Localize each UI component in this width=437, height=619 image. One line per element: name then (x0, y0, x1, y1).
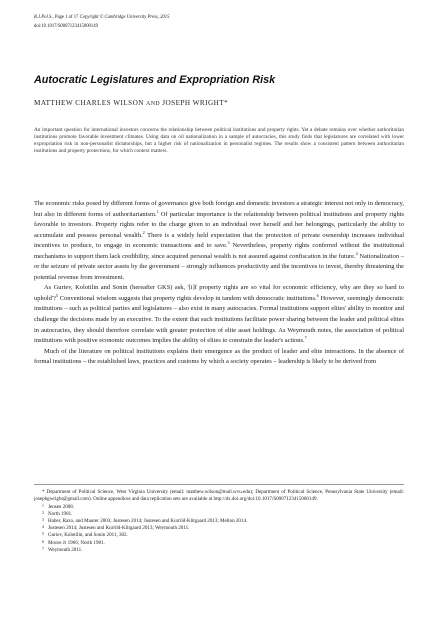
article-body (34, 199, 404, 368)
journal-abbrev: B.J.Pol.S. (34, 15, 53, 20)
body-text: As Guriev, Kolotilin and Sonin (hereafter GKS) ask, '[i]f property rights are so vital for economic efficiency, why are they so hard to uphold'? (34, 284, 404, 302)
body-text: Conventional wisdom suggests that property rights develop in tandem with democratic institutions. (58, 294, 317, 302)
page-count: , Page 1 of 17 (52, 15, 79, 20)
footnote-number: 6 (42, 539, 44, 544)
author-wilson: MATTHEW CHARLES WILSON (34, 99, 144, 107)
footnote-ref-5: 5 (55, 292, 58, 298)
footnote (34, 511, 404, 518)
body-text: Nevertheless, property rights conferred without the institutional mechanisms to support them lack credibility, since acquired personal wealth is not assured against confiscation in the future. (34, 242, 404, 260)
footnote-ref-3: 3 (227, 240, 230, 246)
footnote-number: 5 (42, 532, 44, 537)
footnote-number: 2 (42, 510, 44, 515)
body-text: Of particular importance is the relationship between political institutions and property rights favorable to investors. Property rights refer to the charge given to an individual over herself and her belongings, particularly the ability to accumulate and possess personal wealth. (34, 210, 405, 239)
footnote-number: 7 (42, 546, 44, 551)
footnote-text: North 1981. (48, 510, 73, 517)
footnote-number: 1 (42, 503, 44, 508)
footnote-number: 4 (42, 525, 44, 530)
author-wright: JOSEPH WRIGHT* (162, 99, 229, 107)
footnote-text: Moore Jr 1966; North 1981. (48, 539, 105, 546)
footnote-text: Guriev, Kolotilin, and Sonin 2011, 302. (48, 532, 128, 539)
journal-header (34, 13, 169, 31)
footnote-divider (34, 484, 404, 485)
footnote (34, 532, 404, 539)
footnote-number: 3 (42, 518, 44, 523)
footnote-ref-6: 6 (316, 292, 319, 298)
footnote-text: Justesen 2014; Justesen and Kurrild-Klitgaard 2013; Weymouth 2011. (48, 525, 190, 532)
author-affiliation-note: * Department of Political Science, West Virginia University (email: matthew.wilson@mail.wvu.edu); Department of Political Science, Pennsylvania State University (email: josephgwright@gmail.com). Online appendices and data replication sets are available at http://dx.doi.org/doi:10.1017/S0007123415000149. (34, 489, 404, 503)
journal-citation-line (34, 13, 169, 22)
footnote-ref-1: 1 (156, 208, 159, 214)
body-text: Nationalization – or the seizure of private sector assets by the government – strongly influences productivity and the incentives to invest, thereby threatening the potential revenue from investment. (34, 252, 404, 281)
doi-line: doi:10.1017/S0007123415000149 (34, 24, 98, 29)
body-text: However, seemingly democratic institutions – such as political parties and legislatures – also exist in many autocracies. Formal institutions support elites' ability to monitor and challenge the decisions made by an executive. To the extent that such institutions facilitate power sharing between the leader and political elites in autocracies, they should therefore correlate with greater protection of elite asset holdings. As Weymouth notes, the association of political institutions with positive economic outcomes implies the ability of elites to constrain the leader's actions. (34, 294, 404, 345)
footnotes (34, 489, 404, 554)
footnote-ref-2: 2 (142, 229, 145, 235)
body-paragraph-3: Much of the literature on political institutions explains their emergence as the product of leader and elite interactions. In the absence of formal institutions – the established laws, practices and customs by which a society operates – leadership is likely to be derived from (34, 347, 404, 366)
author-line (34, 99, 228, 107)
footnote (34, 518, 404, 525)
footnote-ref-7: 7 (304, 334, 307, 340)
body-paragraph-1 (34, 199, 404, 283)
copyright-holder: © Cambridge University Press, 2015 (99, 15, 170, 20)
body-text: There is a widely held expectation that the protection of private ownership increases individual incentives to produce, to engage in economic transactions and to save. (34, 231, 404, 250)
article-title: Autocratic Legislatures and Expropriation Risk (34, 74, 276, 86)
footnote-text: Haber, Razo, and Maurer 2003; Justesen 2014; Justesen and Kurrild-Klitgaard 2013; Melton 2014. (48, 518, 248, 525)
footnote-text: Jensen 2008. (48, 503, 75, 510)
abstract: An important question for international investors concerns the relationship between political institutions and property rights. Yet a debate remains over whether authoritarian institutions promote favorable investment climates. Using data on oil nationalization in a sample of autocracies, this study finds that legislatures are correlated with lower expropriation risk in non-personalist dictatorships, but a higher risk of nationalization in personalist regimes. The results show a consistent pattern between authoritarian institutions and property protections, for which context matters. (34, 127, 404, 155)
footnote-text: Weymouth 2011. (48, 546, 83, 553)
footnote (34, 525, 404, 532)
copyright-label: Copyright (79, 15, 99, 20)
body-paragraph-2 (34, 283, 404, 346)
author-conjunction: AND (146, 101, 161, 107)
body-text: The economic risks posed by different forms of governance give both foreign and domestic investors a strategic interest not only in democracy, but also in different forms of authoritarianism. (34, 200, 404, 218)
footnote (34, 540, 404, 547)
footnote (34, 547, 404, 554)
footnote (34, 504, 404, 511)
footnote-ref-4: 4 (355, 250, 358, 256)
